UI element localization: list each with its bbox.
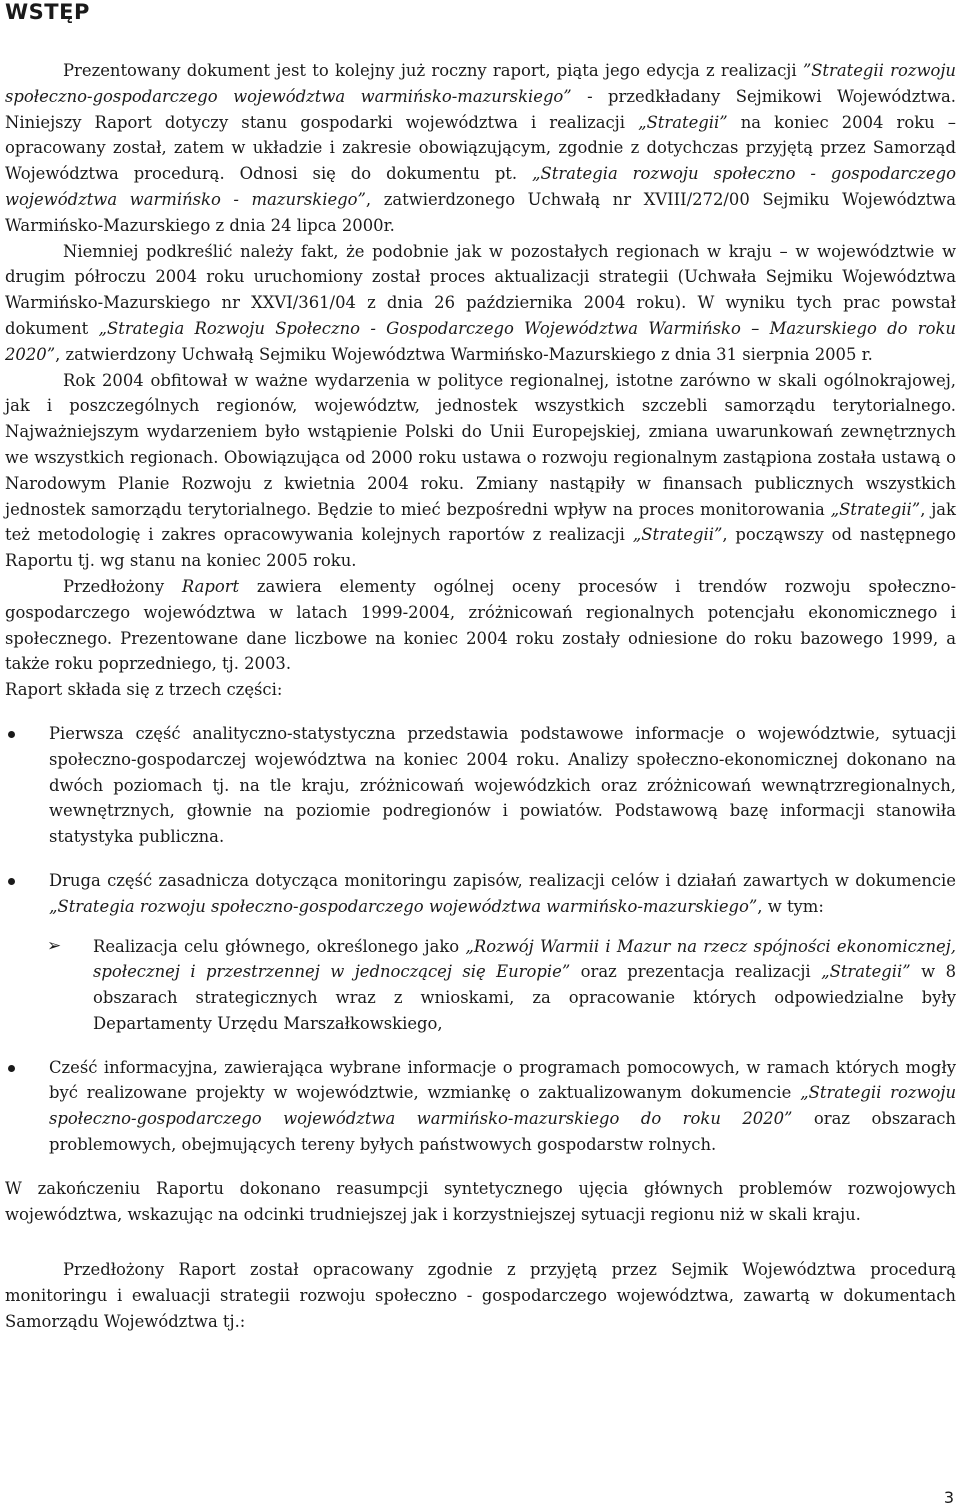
section-heading: WSTĘP: [5, 0, 90, 24]
sub-list: [49, 934, 956, 1037]
paragraph-parts-intro: Raport składa się z trzech części:: [5, 680, 283, 700]
paragraph-update: Niemniej podkreślić należy fakt, że podobnie jak w pozostałych regionach w kraju – w województwie w drugim półroczu 2004 roku uruchomiony został proces aktualizacji strategii (Uchwała Sejmiku Województwa Warmińsko-Mazurskiego nr XXVI/361/04 z dnia 26 października 2004 roku). W wyniku tych prac powstał dokument „Strategia Rozwoju Społeczno - Gospodarczego Województwa Warmińsko – Mazurskiego do roku 2020”, zatwierdzony Uchwałą Sejmiku Województwa Warmińsko-Mazurskiego z dnia 31 sierpnia 2005 r.: [5, 241, 956, 364]
page-number: 3: [943, 1488, 954, 1507]
list-item: Druga część zasadnicza dotycząca monitoringu zapisów, realizacji celów i działań zawartych w dokumencie „Strategia rozwoju społeczno-gospodarczego województwa warmińsko-mazurskiego”, w tym: ➢ Realizacja celu głównego, określonego jako „Rozwój Warmii i Mazur na rzecz spójności ekonomicznej, społecznej i przestrzennej w jednoczącej się Europie” oraz prezentacja realizacji „Strategii” w 8 obszarach strategicznych wraz z wnioskami, za opracowanie których odpowiedzialne były Departamenty Urzędu Marszałkowskiego,: [5, 868, 956, 1037]
strategy-title: ”Strategii rozwoju społeczno-gospodarczego województwa warmińsko-mazurskiego”: [5, 61, 956, 106]
list-item: Cześć informacyjna, zawierająca wybrane informacje o programach pomocowych, w ramach których mogły być realizowane projekty w województwie, wzmiankę o zaktualizowanym dokumencie „Strategii rozwoju społeczno-gospodarczego województwa warmińsko-mazurskiego do roku 2020” oraz obszarach problemowych, obejmujących tereny byłych państwowych gospodarstw rolnych.: [5, 1055, 956, 1158]
strategy-2020-title: „Strategia Rozwoju Społeczno - Gospodarczego Województwa Warmińsko – Mazurskiego do roku 2020”: [5, 318, 956, 364]
paragraph-events-2004: Rok 2004 obfitował w ważne wydarzenia w polityce regionalnej, istotne zarówno w skali ogólnokrajowej, jak i poszczególnych regionów, województw, jednostek wszystkich szczebli samorządu terytorialnego. Najważniejszym wydarzeniem było wstąpienie Polski do Unii Europejskiej, zmiana uwarunkowań zewnętrznych we wszystkich regionach. Obowiązująca od 2000 roku ustawa o rozwoju regionalnym zastąpiona została ustawą o Narodowym Planie Rozwoju z kwietnia 2004 roku. Zmiany nastąpiły w finansach publicznych wszystkich jednostek samorządu terytorialnego. Będzie to mieć bezpośredni wpływ na proces monitorowania „Strategii”, jak też metodologię i zakres opracowywania kolejnych raportów z realizacji „Strategii”, począwszy od następnego Raportu tj. wg stanu na koniec 2005 roku.: [5, 370, 956, 571]
paragraph-intro: Prezentowany dokument jest to kolejny już roczny raport, piąta jego edycja z realizacji ”Strategii rozwoju społeczno-gospodarczego województwa warmińsko-mazurskiego” - przedkładany Sejmikowi Województwa. Niniejszy Raport dotyczy stanu gospodarki województwa i realizacji „Strategii” na koniec 2004 roku – opracowany został, zatem w układzie i zakresie obowiązującym, zgodnie z dotychczas przyjętą przez Samorząd Województwa procedurą. Odnosi się do dokumentu pt. „Strategia rozwoju społeczno - gospodarczego województwa warmińsko - mazurskiego”, zatwierdzonego Uchwałą nr XVIII/272/00 Sejmiku Województwa Warmińsko-Mazurskiego z dnia 24 lipca 2000r.: [5, 61, 956, 235]
paragraph-procedure: Przedłożony Raport został opracowany zgodnie z przyjętą przez Sejmik Województwa procedurą monitoringu i ewaluacji strategii rozwoju społeczno - gospodarczego województwa, zawartą w dokumentach Samorządu Województwa tj.:: [5, 1260, 956, 1332]
document-title: „Strategia rozwoju społeczno - gospodarczego województwa warmińsko - mazurskiego”: [5, 164, 956, 209]
arrow-bullet-icon: ➢: [47, 935, 62, 956]
document-body: [5, 58, 956, 1335]
paragraph-report-scope: Przedłożony Raport zawiera elementy ogólnej oceny procesów i trendów rozwoju społeczno-gospodarczego województwa w latach 1999-2004, zróżnicowań regionalnych potencjału ekonomicznego i społecznego. Prezentowane dane liczbowe na koniec 2004 roku zostały odniesione do roku bazowego 1999, a także roku poprzedniego, tj. 2003.: [5, 576, 957, 674]
list-item: Pierwsza część analityczno-statystyczna przedstawia podstawowe informacje o województwie, sytuacji społeczno-gospodarczej województwa na koniec 2004 roku. Analizy społeczno-ekonomicznej dokonano na dwóch poziomach tj. na tle kraju, zróżnicowań wojewódzkich oraz zróżnicowań wewnątrzregionalnych, wewnętrznych, głownie na poziomie podregionów i powiatów. Podstawową bazę informacji stanowiła statystyka publiczna.: [5, 721, 956, 850]
sub-list-item: ➢ Realizacja celu głównego, określonego jako „Rozwój Warmii i Mazur na rzecz spójności ekonomicznej, społecznej i przestrzennej w jednoczącej się Europie” oraz prezentacja realizacji „Strategii” w 8 obszarach strategicznych wraz z wnioskami, za opracowanie których odpowiedzialne były Departamenty Urzędu Marszałkowskiego,: [47, 935, 957, 1033]
report-parts-list: [5, 721, 956, 1158]
paragraph-conclusion: W zakończeniu Raportu dokonano reasumpcji syntetycznego ujęcia głównych problemów rozwojowych województwa, wskazując na odcinki trudniejszej jak i korzystniejszej sytuacji regionu niż w skali kraju.: [5, 1178, 956, 1224]
